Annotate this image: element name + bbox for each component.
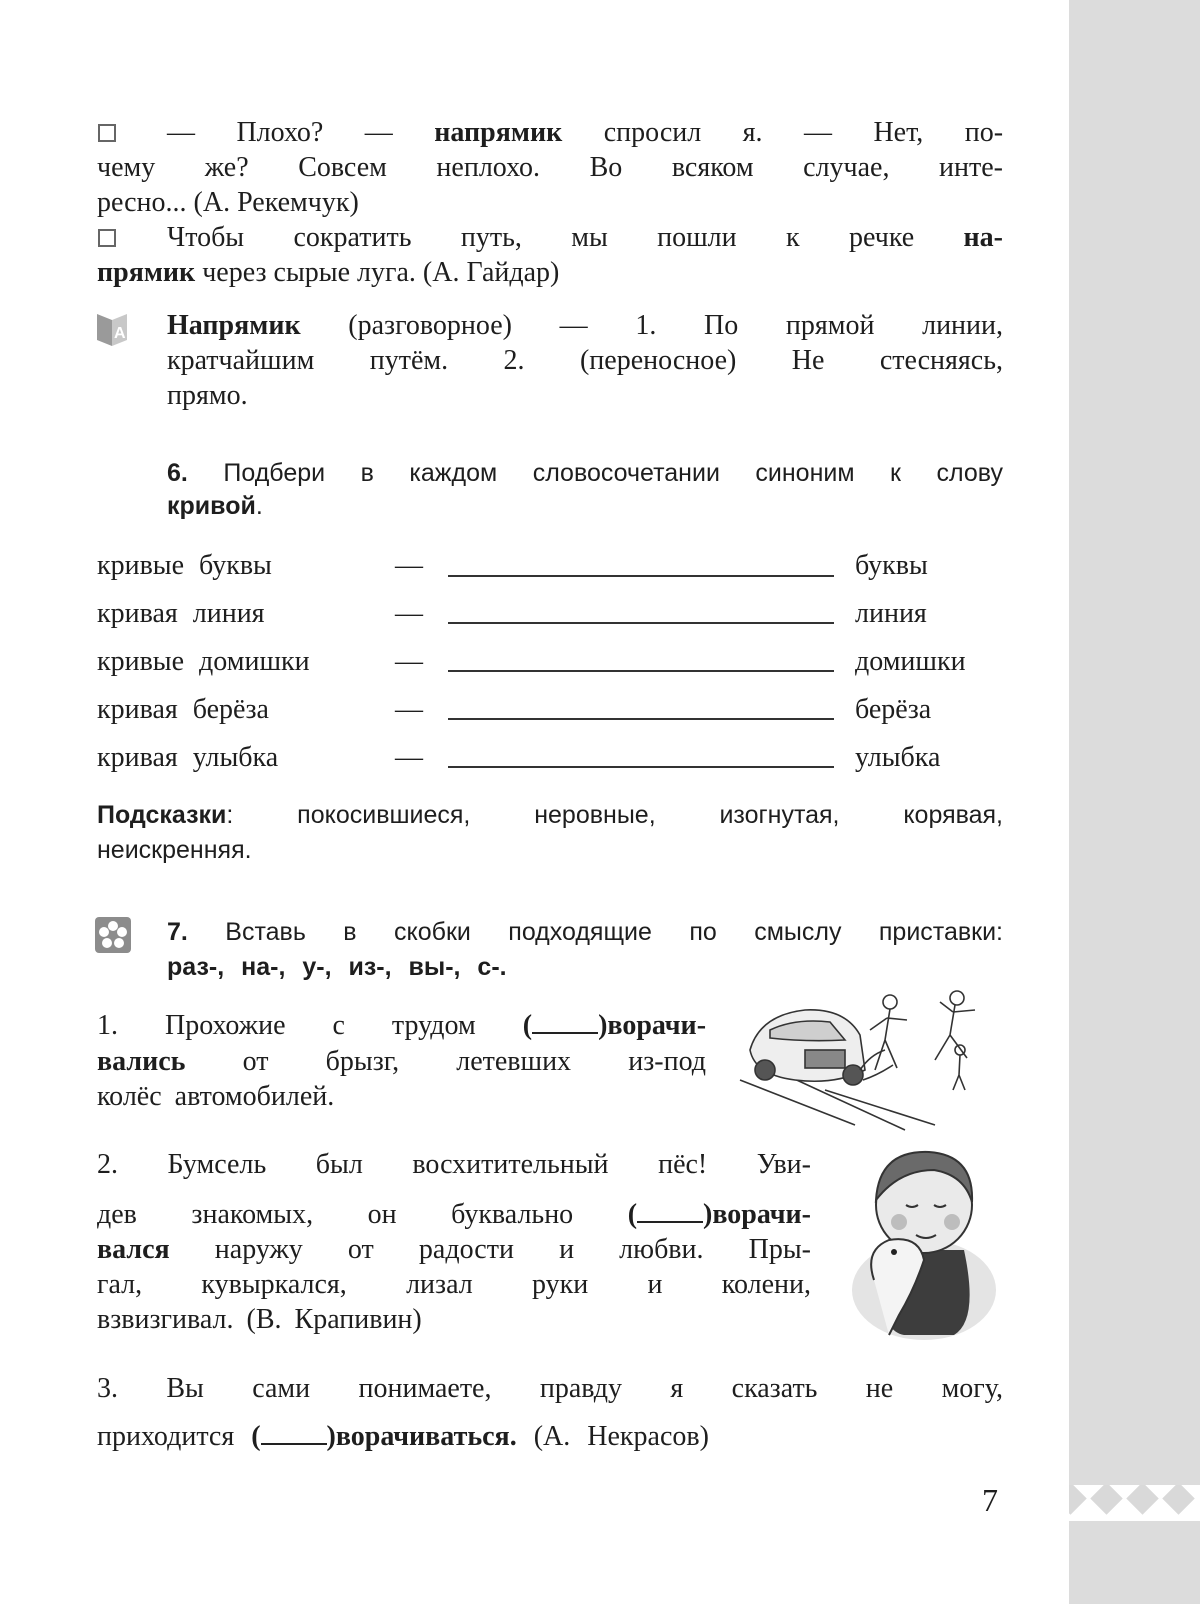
bold-word: напрямик: [434, 117, 563, 148]
text: (разговорное) — 1. По прямой линии,: [348, 310, 1004, 341]
bold-word: вались: [97, 1046, 186, 1077]
paragraph-line: [167, 220, 1003, 256]
row-word: берёза: [855, 694, 932, 725]
task-6-heading-2: [167, 488, 263, 524]
dictionary-line: кратчайшим путём. 2. (переносное) Не стесняясь,: [167, 345, 1003, 376]
bracket: (: [251, 1421, 261, 1452]
svg-text:A: A: [114, 325, 126, 342]
text: наружу от радости и любви. Пры-: [214, 1234, 811, 1265]
dictionary-word: Напрямик: [167, 310, 301, 341]
bold-word: )ворачи-: [598, 1010, 707, 1041]
text: через сырые луга. (А. Гайдар): [202, 257, 560, 288]
text: 1. Прохожие с трудом: [97, 1010, 476, 1041]
row-word: домишки: [855, 646, 966, 677]
row-word: линия: [855, 598, 927, 629]
text: спросил я. — Нет, по-: [603, 117, 1004, 148]
blank-field[interactable]: [637, 1199, 703, 1223]
page-number: 7: [982, 1482, 998, 1518]
bracket: (: [522, 1010, 533, 1041]
boy-with-dog-illustration: [844, 1140, 999, 1345]
paragraph-line: ресно... (А. Рекемчук): [97, 187, 359, 218]
exercise-line: [97, 1419, 709, 1455]
row-dash: —: [395, 550, 423, 581]
bracket: (: [627, 1199, 638, 1230]
task-text: Вставь в скобки подходящие по смыслу приставки:: [225, 918, 1003, 946]
task-6-heading: [167, 455, 1003, 491]
blank-field[interactable]: [532, 1010, 598, 1034]
row-dash: —: [395, 742, 423, 773]
row-label: кривые буквы: [97, 550, 272, 581]
paragraph-line: чему же? Совсем неплохо. Во всяком случае, инте-: [97, 152, 1003, 183]
answer-line[interactable]: [448, 575, 834, 577]
text: дев знакомых, он буквально: [97, 1199, 574, 1230]
row-label: кривая линия: [97, 598, 265, 629]
row-word: буквы: [855, 550, 928, 581]
text: — Плохо? —: [167, 117, 393, 148]
hints-label: Подсказки: [97, 801, 227, 829]
answer-line[interactable]: [448, 718, 834, 720]
task-number: 7.: [167, 918, 188, 946]
row-label: кривая берёза: [97, 694, 269, 725]
hints-text: : покосившиеся, неровные, изогнутая, корявая,: [226, 801, 1003, 829]
exercise-line: [97, 1232, 811, 1268]
row-dash: —: [395, 694, 423, 725]
prefix-list: [167, 949, 507, 985]
task-7-heading: [167, 914, 1003, 950]
row-dash: —: [395, 646, 423, 677]
answer-checkbox[interactable]: [98, 229, 116, 247]
task-text: Подбери в каждом словосочетании синоним к слову: [223, 459, 1004, 487]
hints-line: неискренняя.: [97, 836, 252, 864]
exercise-line: гал, кувыркался, лизал руки и колени,: [97, 1269, 811, 1300]
bold-word: )ворачи-: [703, 1199, 811, 1230]
text: .: [255, 492, 263, 520]
row-label: кривые домишки: [97, 646, 310, 677]
exercise-line: 3. Вы сами понимаете, правду я сказать не могу,: [97, 1373, 1003, 1404]
exercise-line: [97, 1197, 811, 1233]
exercise-line: [97, 1044, 706, 1080]
dictionary-line: [167, 308, 1003, 344]
bold-word: на-: [963, 222, 1004, 253]
answer-line[interactable]: [448, 766, 834, 768]
bold-word: кривой: [167, 492, 256, 520]
car-splashing-pedestrians-illustration: [735, 990, 1000, 1135]
text: (А. Некрасов): [533, 1421, 709, 1452]
text: приходится: [97, 1421, 235, 1452]
prefixes: раз-, на-, у-, из-, вы-, с-.: [167, 953, 507, 981]
paragraph-line: [167, 115, 1003, 151]
task-number: 6.: [167, 459, 188, 487]
answer-checkbox[interactable]: [98, 124, 116, 142]
bold-word: вался: [97, 1234, 170, 1265]
text: Чтобы сократить путь, мы пошли к речке: [167, 222, 915, 253]
row-dash: —: [395, 598, 423, 629]
answer-line[interactable]: [448, 670, 834, 672]
exercise-line: колёс автомобилей.: [97, 1081, 335, 1112]
row-label: кривая улыбка: [97, 742, 279, 773]
diamond-ornament: [1069, 1485, 1200, 1521]
paragraph-line: [97, 255, 559, 291]
dictionary-book-icon: [95, 310, 131, 348]
answer-line[interactable]: [448, 622, 834, 624]
bold-word: )ворачиваться.: [326, 1421, 517, 1452]
exercise-line: 2. Бумсель был восхитительный пёс! Уви-: [97, 1149, 811, 1180]
flower-task-icon: [95, 917, 131, 953]
exercise-line: [97, 1008, 706, 1044]
dictionary-line: прямо.: [167, 380, 248, 411]
page-margin-strip: [1069, 0, 1200, 1604]
blank-field[interactable]: [261, 1421, 327, 1445]
exercise-line: взвизгивал. (В. Крапивин): [97, 1304, 422, 1335]
hints-line: [97, 797, 1003, 833]
text: от брызг, летевших из-под: [242, 1046, 707, 1077]
bold-word: прямик: [97, 257, 196, 288]
row-word: улыбка: [855, 742, 941, 773]
